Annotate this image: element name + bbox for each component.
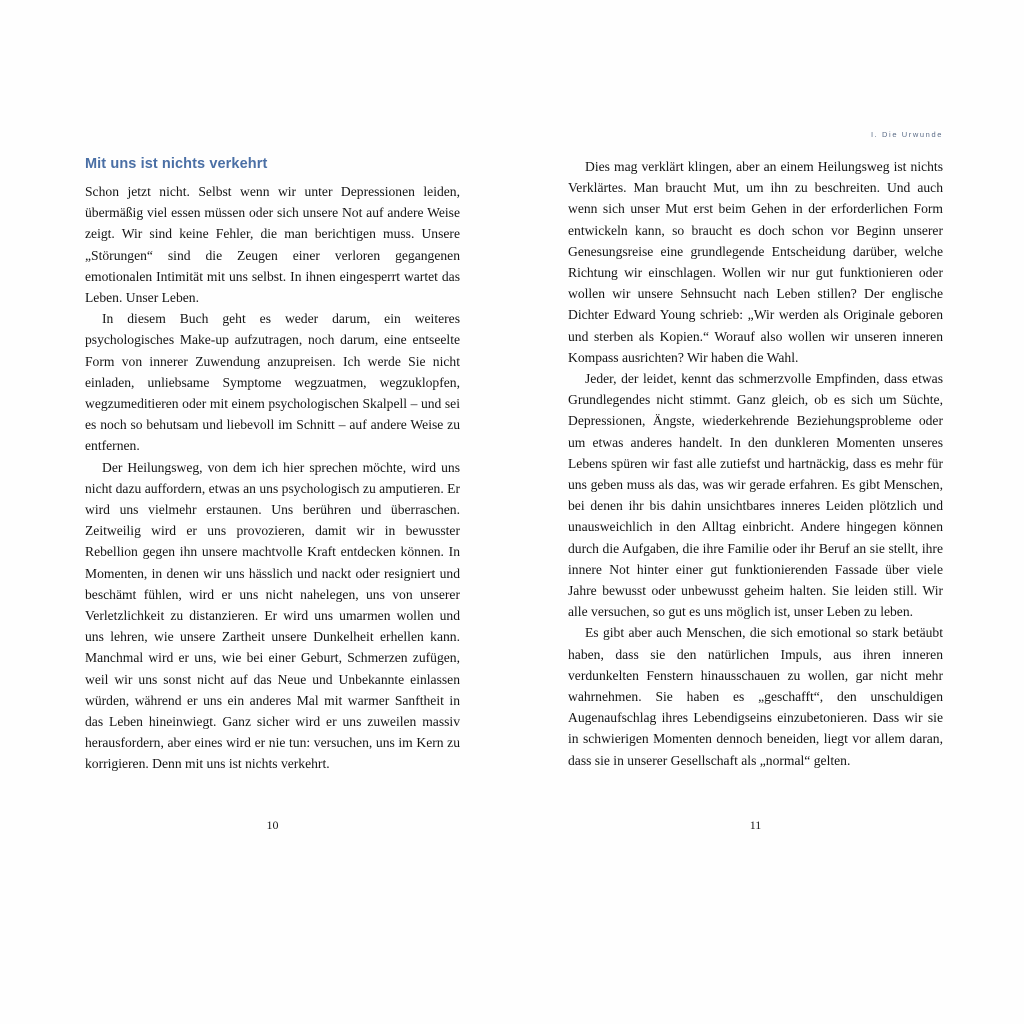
paragraph: Schon jetzt nicht. Selbst wenn wir unter Depressionen leiden, übermäßig viel essen müssen oder sich unsere Not auf andere Weise zeigt. Wir sind keine Fehler, die man berichtigen muss. Unsere „Störungen“ sind die Zeugen einer verloren gegangenen emotionalen Intimität mit uns selbst. In ihnen eingesperrt wartet das Leben. Unser Leben.	[85, 184, 460, 306]
page-title: Mit uns ist nichts verkehrt	[85, 156, 268, 172]
paragraph: In diesem Buch geht es weder darum, ein weiteres psychologisches Make-up aufzutragen, noch darum, eine entseelte Form von innerer Zuwendung anzupreisen. Ich werde Sie nicht einladen, unliebsame Symptome wegzuatmen, wegzuklopfen, wegzumeditieren oder mit einem psychologischen Skalpell – und sei es noch so behutsam und liebevoll im Schnitt – auf andere Weise zu entfernen.	[85, 311, 460, 454]
paragraph: Es gibt aber auch Menschen, die sich emotional so stark betäubt haben, dass sie den natürlichen Impuls, aus ihren inneren verdunkelten Fenstern hinausschauen zu wollen, gar nicht mehr wahrnehmen. Sie haben es „geschafft“, den unschuldigen Augenaufschlag ihres Lebendigseins einzubetonieren. Dass wir sie in schwierigen Momenten dennoch beneiden, liegt vor allem daran, dass sie in unserer Gesellschaft als „normal“ gelten.	[568, 625, 943, 768]
running-head-right: I. Die Urwunde	[870, 130, 943, 139]
paragraph: Dies mag verklärt klingen, aber an einem Heilungsweg ist nichts Verklärtes. Man braucht Mut, um ihn zu beschreiten. Und auch wenn sich unser Mut erst beim Gehen in der erforderlichen Form entwickeln kann, so braucht es doch schon vor Beginn unserer Genesungsreise eine grundlegende Entscheidung darüber, welche Richtung wir einschlagen. Wollen wir nur gut funktionieren oder wollen wir unsere Sehnsucht nach Leben stillen? Der englische Dichter Edward Young schrieb: „Wir werden als Originale geboren und sterben als Kopien.“ Worauf also wollen wir unseren inneren Kompass ausrichten? Wir haben die Wahl.	[568, 159, 943, 365]
page-left	[85, 130, 460, 775]
page-number-right: 11	[749, 818, 762, 832]
page-right	[568, 130, 943, 771]
paragraph: Der Heilungsweg, von dem ich hier sprechen möchte, wird uns nicht dazu auffordern, etwas an uns psychologisch zu amputieren. Er wird uns vielmehr erstaunen. Uns berühren und überraschen. Zeitweilig wird er uns provozieren, damit wir in bewusster Rebellion gegen ihn unsere machtvolle Kraft entdecken können. In Momenten, in denen wir uns hässlich und nackt oder resigniert und beschämt fühlen, wird er uns nicht nahelegen, uns von unserer Verletzlichkeit zu distanzieren. Er wird uns umarmen wollen und uns lehren, wie unsere Zartheit unsere Dunkelheit erhellen kann. Manchmal wird er uns, wie bei einer Geburt, Schmerzen zufügen, weil wir uns sonst nicht auf das Neue und Unbekannte einlassen würden, während er uns ein anderes Mal mit warmer Sanftheit in das Leben hineinwiegt. Ganz sicher wird er uns zuweilen massiv herausfordern, aber eines wird er nie tun: versuchen, uns im Kern zu korrigieren. Denn mit uns ist nichts verkehrt.	[85, 459, 460, 772]
paragraph: Jeder, der leidet, kennt das schmerzvolle Empfinden, dass etwas Grundlegendes nicht stimmt. Ganz gleich, ob es sich um Süchte, Depressionen, Ängste, wiederkehrende Beziehungsprobleme oder um etwas anderes handelt. In den dunkleren Momenten unseres Lebens spüren wir fast alle zutiefst und hartnäckig, dass es mehr für uns geben muss als das, was wir gerade erfahren. Es gibt Menschen, bei denen ihr bis dahin unsichtbares inneres Leiden plötzlich und unausweichlich in den Alltag einbricht. Andere hingegen können durch die Aufgaben, die ihre Familie oder ihr Beruf an sie stellt, ihre innere Not hinter einer gut funktionierenden Fassade über viele Jahre bewusst oder unbewusst geheim halten. Sie leiden still. Wir alle versuchen, so gut es uns möglich ist, unser Leben zu leben.	[568, 371, 943, 620]
page-number-left: 10	[266, 818, 279, 832]
